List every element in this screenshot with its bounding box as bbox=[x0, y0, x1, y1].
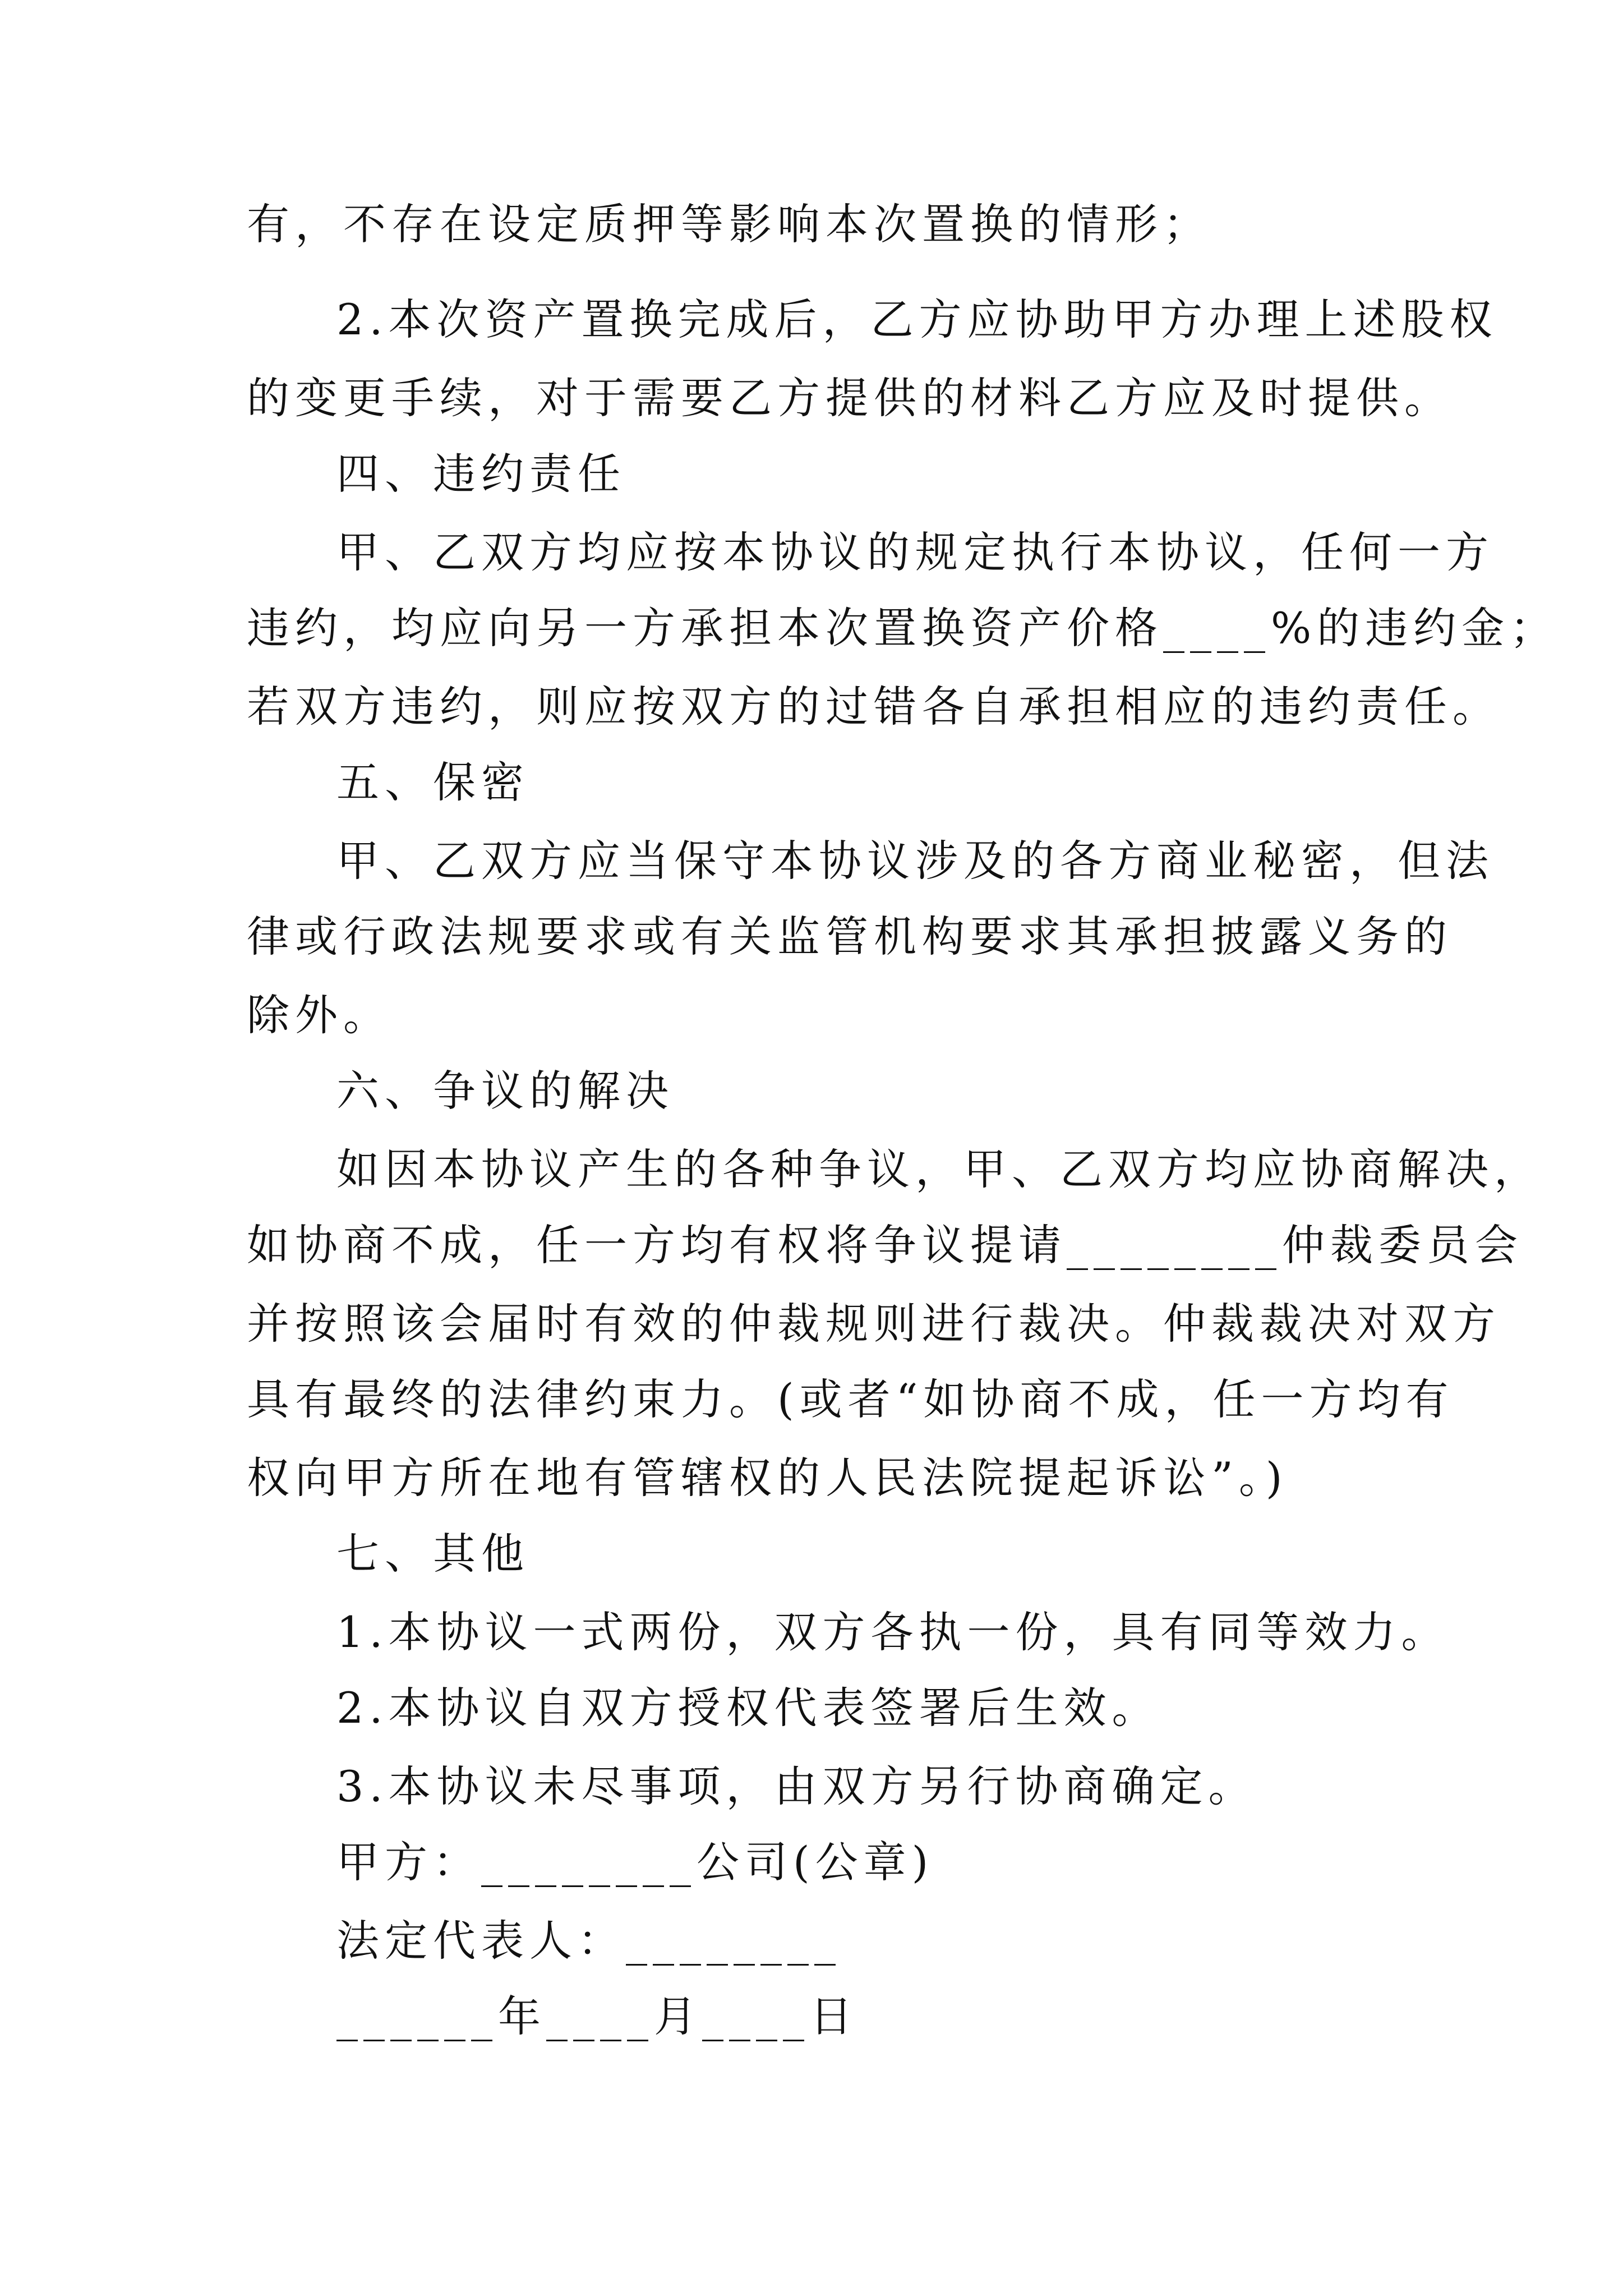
text-line: 1.本协议一式两份，双方各执一份，具有同等效力。 bbox=[336, 1607, 1450, 1657]
text-line: 权向甲方所在地有管辖权的人民法院提起诉讼”。) bbox=[247, 1453, 1288, 1503]
signature-party-a: 甲方：________公司(公章) bbox=[336, 1837, 934, 1887]
text-line: 除外。 bbox=[247, 990, 391, 1040]
text-line: 2.本次资产置换完成后，乙方应协助甲方办理上述股权 bbox=[336, 295, 1498, 344]
section-heading: 七、其他 bbox=[336, 1529, 529, 1579]
text-line: 有，不存在设定质押等影响本次置换的情形； bbox=[247, 199, 1211, 249]
text-line: 违约，均应向另一方承担本次置换资产价格____%的违约金； bbox=[247, 603, 1559, 653]
text-line: 甲、乙双方均应按本协议的规定执行本协议，任何一方 bbox=[336, 527, 1494, 577]
section-heading: 五、保密 bbox=[336, 757, 529, 807]
text-line: 律或行政法规要求或有关监管机构要求其承担披露义务的 bbox=[247, 912, 1453, 961]
text-line: 如因本协议产生的各种争议，甲、乙双方均应协商解决， bbox=[336, 1144, 1542, 1194]
text-line: 若双方违约，则应按双方的过错各自承担相应的违约责任。 bbox=[247, 682, 1501, 731]
text-line: 2.本协议自双方授权代表签署后生效。 bbox=[336, 1683, 1160, 1733]
text-line: 3.本协议未尽事项，由双方另行协商确定。 bbox=[336, 1761, 1257, 1811]
section-heading: 六、争议的解决 bbox=[336, 1066, 674, 1116]
text-line: 具有最终的法律约束力。(或者“如协商不成，任一方均有 bbox=[247, 1374, 1454, 1424]
text-line: 甲、乙双方应当保守本协议涉及的各方商业秘密，但法 bbox=[336, 836, 1494, 886]
text-line: 并按照该会届时有效的仲裁规则进行裁决。仲裁裁决对双方 bbox=[247, 1299, 1501, 1349]
text-line: 如协商不成，任一方均有权将争议提请________仲裁委员会 bbox=[247, 1220, 1523, 1270]
signature-legal-representative: 法定代表人：________ bbox=[336, 1916, 841, 1966]
signature-date: ______年____月____日 bbox=[336, 1991, 858, 2041]
section-heading: 四、违约责任 bbox=[336, 449, 626, 499]
text-line: 的变更手续，对于需要乙方提供的材料乙方应及时提供。 bbox=[247, 373, 1453, 423]
